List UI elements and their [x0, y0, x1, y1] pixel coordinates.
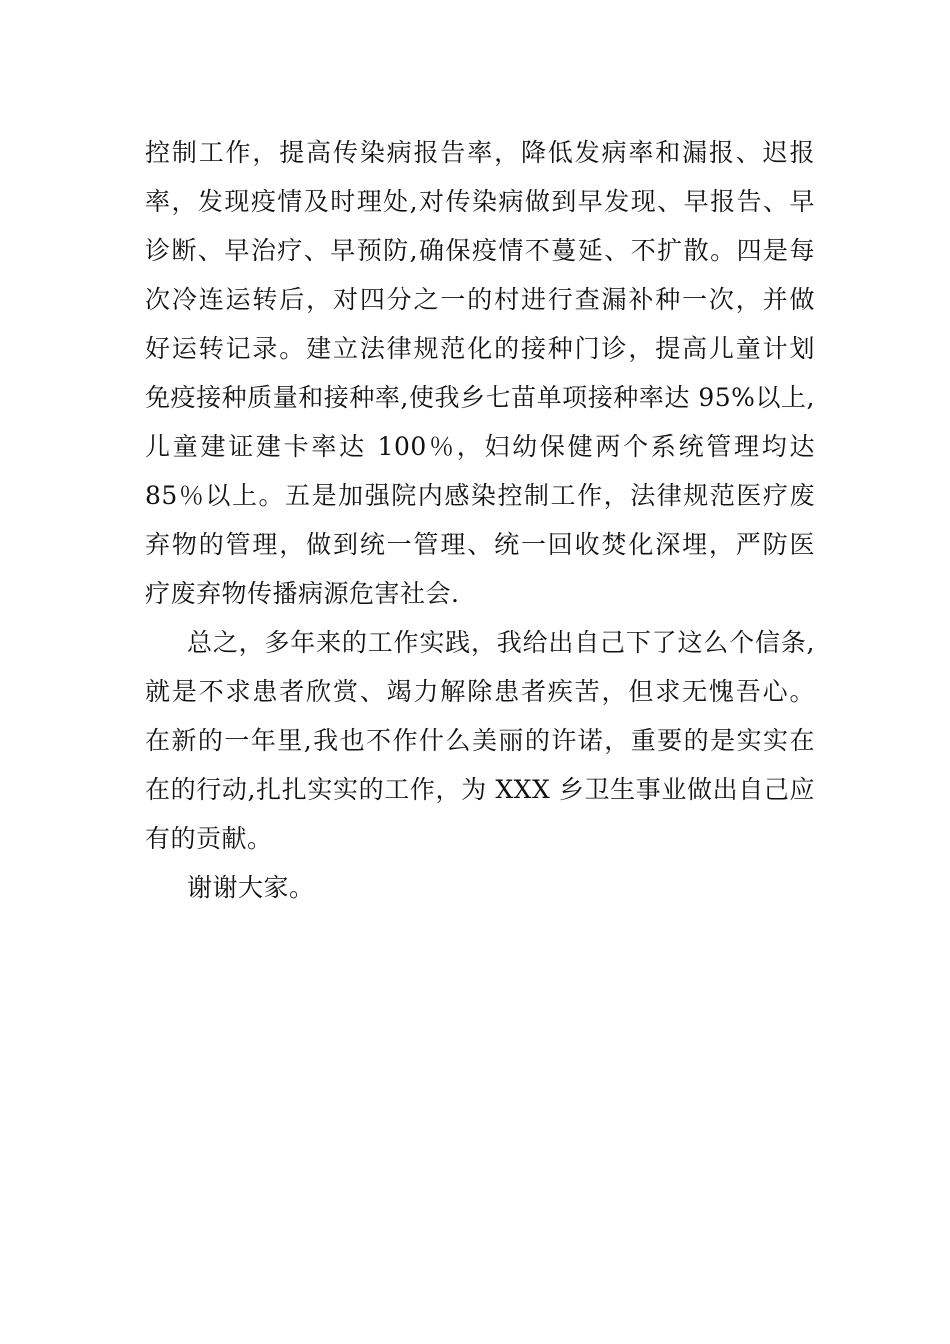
body-text — [145, 128, 815, 912]
text-line-14: 在的行动,扎扎实实的工作，为 XXX 乡卫生事业做出自己应 — [145, 775, 815, 804]
text-line-12: 就是不求患者欣赏、竭力解除患者疾苦，但求无愧吾心。 — [145, 677, 815, 706]
text-line-1: 控制工作，提高传染病报告率，降低发病率和漏报、迟报 — [145, 138, 815, 167]
text-line-3: 诊断、早治疗、早预防,确保疫情不蔓延、不扩散。四是每 — [145, 236, 815, 265]
text-line-5: 好运转记录。建立法律规范化的接种门诊，提高儿童计划 — [145, 334, 815, 363]
text-line-9: 弃物的管理，做到统一管理、统一回收焚化深埋，严防医 — [145, 530, 815, 559]
text-line-7: 儿童建证建卡率达 100％，妇幼保健两个系统管理均达 — [145, 432, 815, 461]
text-line-8: 85％以上。五是加强院内感染控制工作，法律规范医疗废 — [145, 481, 815, 510]
text-line-6: 免疫接种质量和接种率,使我乡七苗单项接种率达 95%以上, — [145, 383, 815, 412]
text-line-2: 率，发现疫情及时理处,对传染病做到早发现、早报告、早 — [145, 187, 815, 216]
text-line-10: 疗废弃物传播病源危害社会. — [145, 579, 460, 608]
text-line-15: 有的贡献。 — [145, 824, 273, 853]
text-line-13: 在新的一年里,我也不作什么美丽的许诺，重要的是实实在 — [145, 726, 815, 755]
text-line-16: 谢谢大家。 — [187, 873, 315, 902]
text-line-11: 总之，多年来的工作实践，我给出自己下了这么个信条, — [187, 628, 815, 657]
text-line-4: 次冷连运转后，对四分之一的村进行查漏补种一次，并做 — [145, 285, 815, 314]
